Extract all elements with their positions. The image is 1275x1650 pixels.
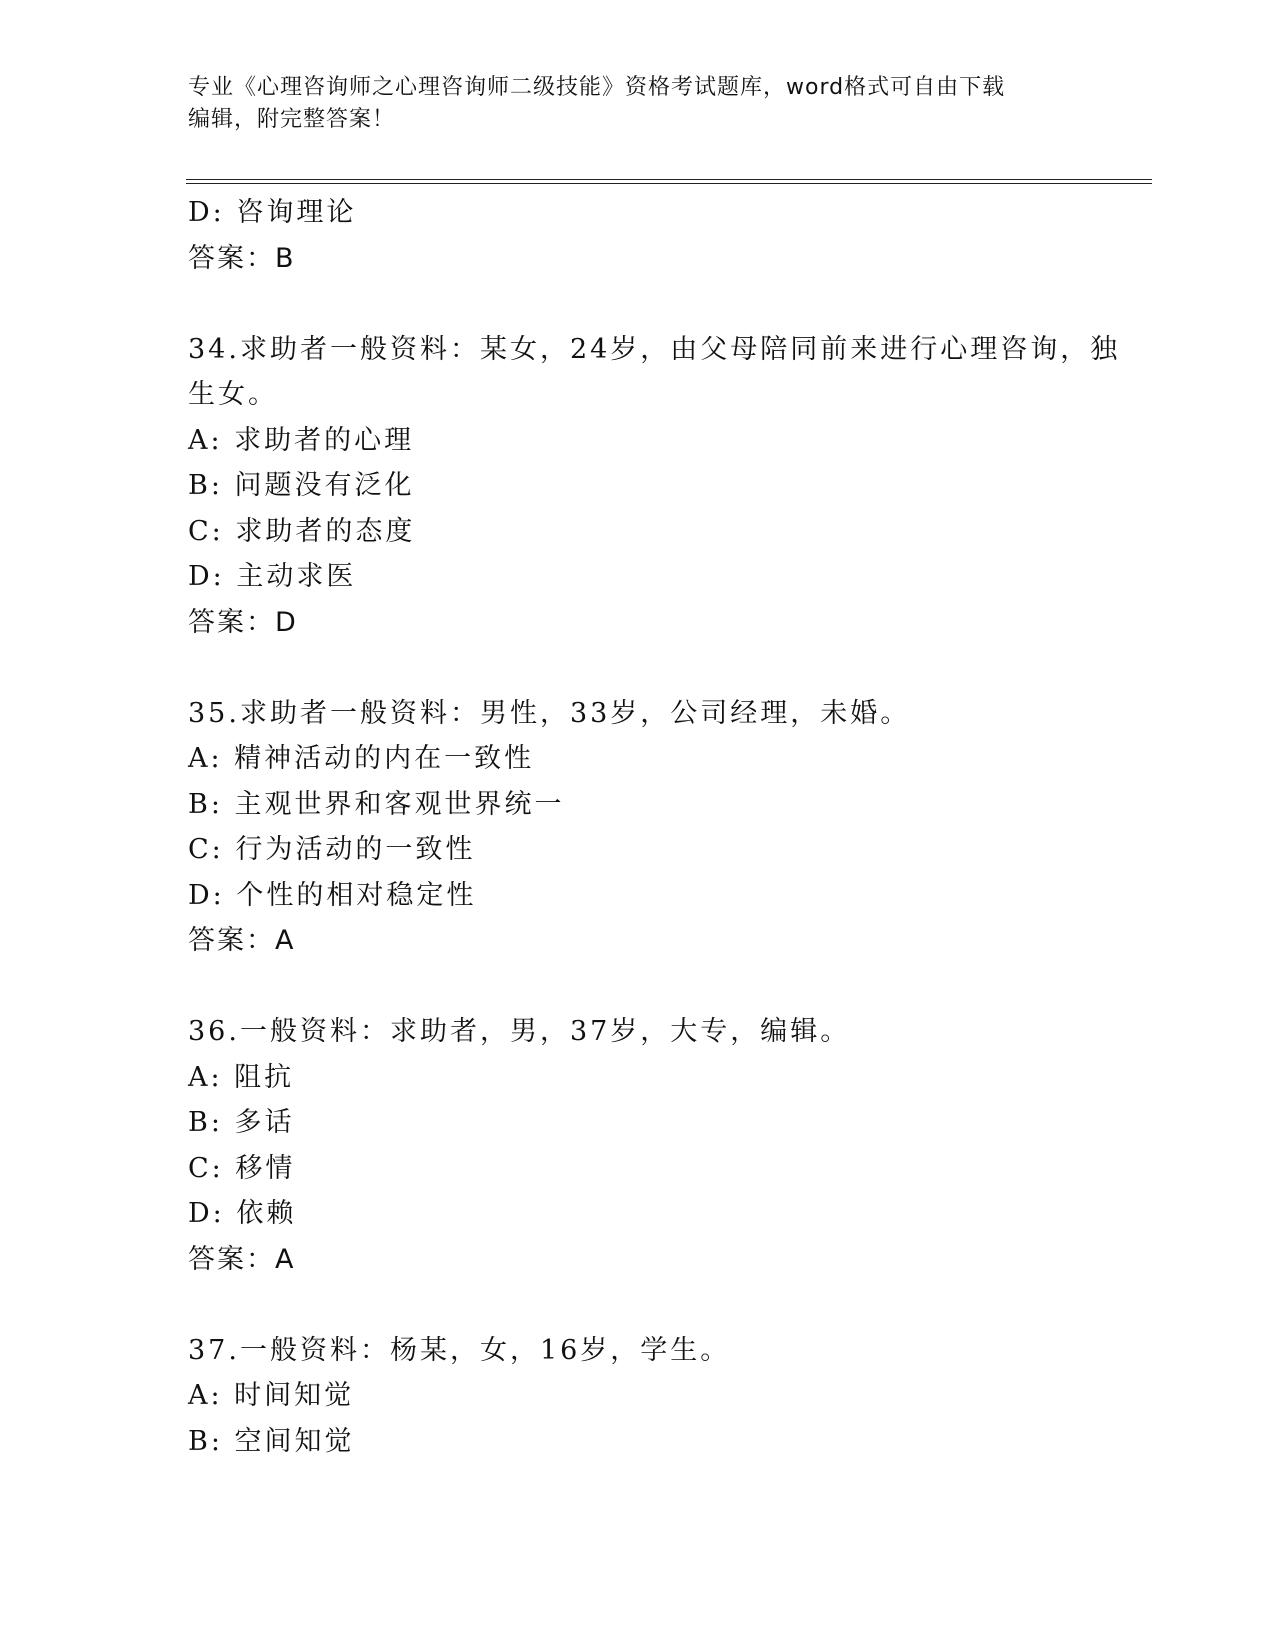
spacer — [188, 1282, 1088, 1328]
question-34 — [188, 327, 1121, 646]
answer-line: 答案：B — [188, 242, 296, 274]
question-36 — [188, 1009, 1088, 1282]
option-a: A: 阻抗 — [188, 1061, 295, 1093]
question-stem-continued: 生女。 — [188, 379, 278, 410]
answer-line: 答案：A — [188, 1243, 296, 1275]
option-b: B: 空间知觉 — [188, 1425, 355, 1457]
option-d: D: 咨询理论 — [188, 197, 357, 228]
header-line-2: 编辑，附完整答案！ — [188, 107, 396, 132]
option-b: B: 问题没有泛化 — [188, 470, 415, 501]
option-a: A: 精神活动的内在一致性 — [188, 743, 535, 774]
option-d: D: 依赖 — [188, 1198, 297, 1229]
option-c: C: 求助者的态度 — [188, 515, 416, 547]
question-37 — [188, 1328, 1088, 1465]
option-a: A: 时间知觉 — [188, 1380, 355, 1411]
page-header — [188, 72, 1088, 136]
spacer — [188, 964, 1088, 1010]
option-d: D: 主动求医 — [188, 561, 357, 592]
option-b: B: 主观世界和客观世界统一 — [188, 788, 565, 820]
question-stem: 37.一般资料：杨某，女，16岁，学生。 — [188, 1334, 731, 1366]
option-c: C: 移情 — [188, 1152, 296, 1184]
header-divider-top — [186, 179, 1152, 180]
spacer — [188, 281, 1088, 327]
header-divider-bottom — [186, 183, 1152, 184]
answer-line: 答案：D — [188, 606, 298, 638]
option-d: D: 个性的相对稳定性 — [188, 879, 477, 911]
header-line-1: 专业《心理咨询师之心理咨询师二级技能》资格考试题库，word格式可自由下载 — [188, 75, 1006, 100]
question-content — [188, 190, 1121, 1464]
spacer — [188, 645, 1088, 691]
question-stem: 35.求助者一般资料：男性，33岁，公司经理，未婚。 — [188, 697, 911, 729]
question-stem: 34.求助者一般资料：某女，24岁，由父母陪同前来进行心理咨询，独 — [188, 333, 1121, 365]
question-35 — [188, 691, 1088, 964]
option-b: B: 多话 — [188, 1107, 295, 1138]
question-stem: 36.一般资料：求助者，男，37岁，大专，编辑。 — [188, 1016, 851, 1047]
option-c: C: 行为活动的一致性 — [188, 834, 476, 865]
option-a: A: 求助者的心理 — [188, 424, 415, 456]
answer-line: 答案：A — [188, 925, 296, 956]
